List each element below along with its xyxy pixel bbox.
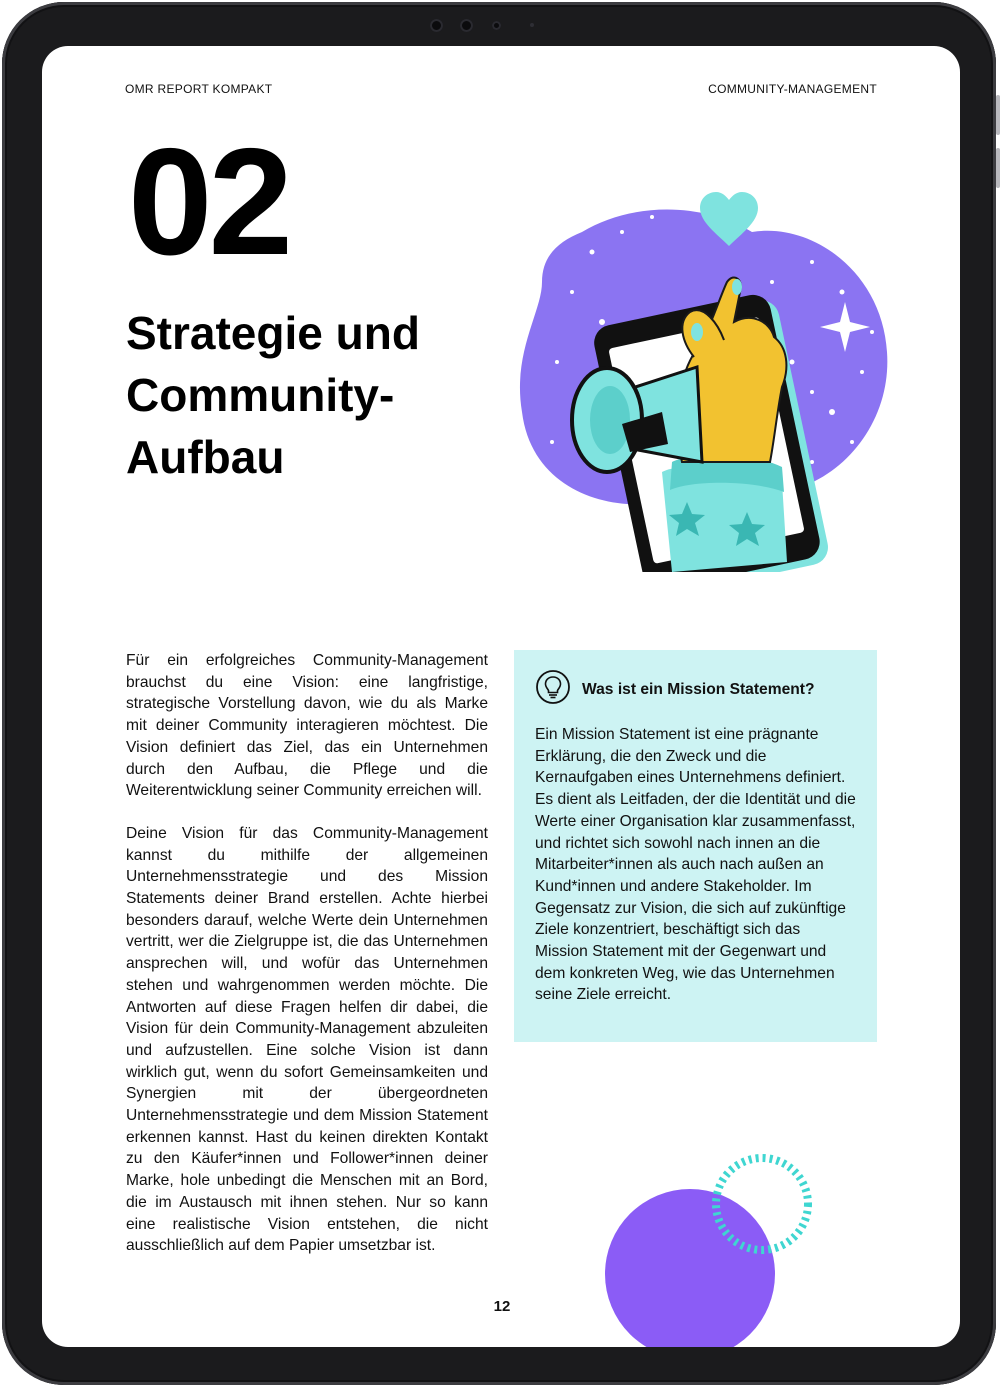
volume-button — [996, 95, 1000, 135]
lightbulb-icon — [536, 670, 570, 704]
mission-statement-box — [514, 650, 877, 1042]
decorative-circles — [602, 1126, 902, 1347]
body-paragraph: Für ein erfolgreiches Community-Management brauchst du eine Vision: eine langfristige, strategische Vorstellung davon, wie du als Marke mit deiner Community interagieren möchtest. Die Vision definiert das Ziel, das ein Unternehmen durch den Aufbau, die Pflege und die Weiterentwicklung seiner Community erreichen will. — [126, 652, 488, 800]
body-paragraph: Deine Vision für das Community-Management kannst du mithilfe der allgemeinen Unternehmensstrategie und des Mission Statements deiner Brand erstellen. Achte hierbei besonders darauf, welche Werte dein Unternehmen vertritt, wer die Zielgruppe ist, die das Unternehmen ansprechen will, und wofür das Unternehmen stehen und wahrgenommen werden möchte. Die Antworten auf diese Fragen helfen dir dabei, die Vision für dein Community-Management abzuleiten und aufzustellen. Eine solche Vision ist dann wirklich gut, wenn du sofort Gemeinsamkeiten und Synergien mit der übergeordneten Unternehmensstrategie und dem Mission Statement erkennen kannst. Hast du keinen direkten Kontakt zu den Käufer*innen und Follower*innen deiner Marke, hole unbedingt die Menschen mit an Bord, die im Austausch mit ihnen stehen. Nur so kann eine realistische Vision entstehen, die nicht ausschließlich auf dem Papier umsetzbar ist. — [126, 824, 488, 1255]
chapter-title — [126, 302, 506, 488]
volume-button — [996, 148, 1000, 188]
info-box-title: Was ist ein Mission Statement? — [582, 681, 815, 698]
info-box-text: Ein Mission Statement ist eine prägnante Erklärung, die den Zweck und die Kernaufgaben eines Unternehmens definiert. Es dient als Leitfaden, der die Identität und die Werte einer Organisation klar zusammenfasst, und richtet sich sowohl nach innen an die Mitarbeiter*innen als auch nach außen an Kund*innen und andere Stakeholder. Im Gegensatz zur Vision, die sich auf zukünftige Ziele konzentriert, beschäftigt sich das Mission Statement mit der Gegenwart und dem konkreten Weg, wie das Unternehmen seine Ziele erreicht. — [535, 726, 856, 1004]
hand-heart-megaphone-illustration — [512, 162, 902, 572]
camera-bar — [422, 14, 582, 36]
sleeve — [662, 455, 787, 572]
chapter-number: 02 — [128, 117, 290, 287]
page-number: 12 — [493, 1298, 511, 1315]
sensor-icon — [460, 19, 473, 32]
body-text — [126, 650, 488, 1278]
sensor-dot — [530, 23, 534, 27]
chapter-title-line: Aufbau — [126, 431, 285, 483]
tablet-frame — [2, 2, 996, 1385]
chapter-title-line: Community- — [126, 369, 395, 421]
camera-icon — [430, 19, 443, 32]
header-publication: OMR REPORT KOMPAKT — [125, 82, 273, 96]
chapter-title-line: Strategie und — [126, 307, 420, 359]
page-screen — [42, 46, 960, 1347]
sensor-icon — [492, 21, 501, 30]
header-section: COMMUNITY-MANAGEMENT — [708, 82, 877, 96]
